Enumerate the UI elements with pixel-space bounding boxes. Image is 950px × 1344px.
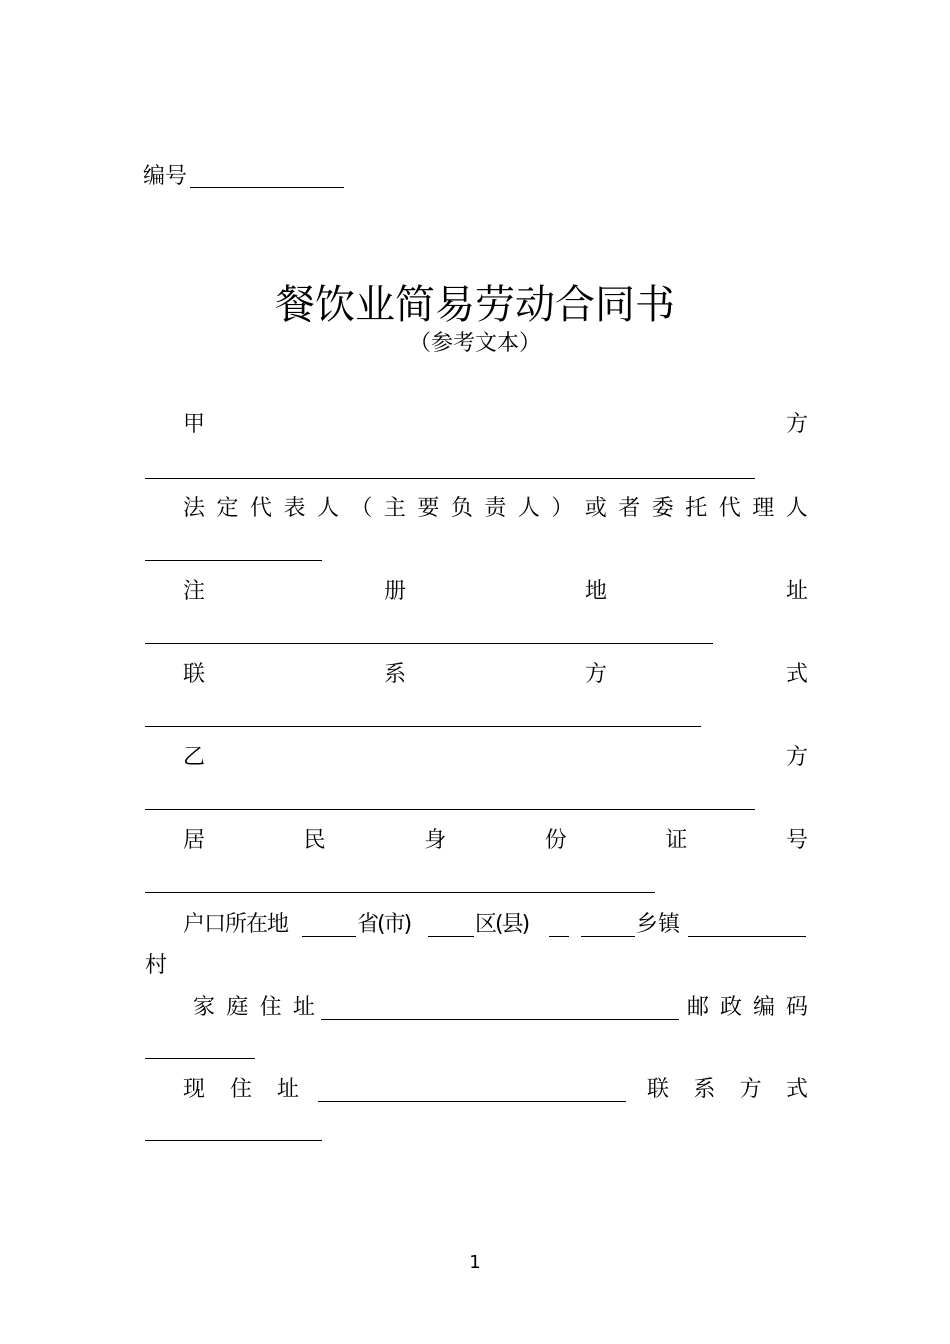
current-address-blank[interactable]: [318, 1101, 626, 1102]
household-district-blank-2[interactable]: [549, 936, 569, 937]
home-address-label: 家 庭 住 址: [193, 995, 315, 1020]
party-b-label: 乙 方: [183, 745, 808, 770]
postal-code-blank[interactable]: [145, 1058, 255, 1059]
household-label: 户口所在地: [183, 912, 289, 937]
id-number-blank[interactable]: [145, 892, 655, 893]
postal-code-label: 邮 政 编 码: [687, 995, 808, 1020]
id-number-label: 居 民 身 份 证 号: [183, 828, 808, 853]
household-village-blank[interactable]: [688, 936, 806, 937]
doc-number-label: 编号: [143, 164, 188, 189]
contact-a-blank[interactable]: [145, 726, 701, 727]
party-b-blank[interactable]: [145, 809, 755, 810]
party-a-label: 甲 方: [183, 412, 808, 437]
page-title: 餐饮业简易劳动合同书: [275, 282, 675, 328]
household-village-label: 村: [145, 953, 168, 978]
household-district-label: 区(县): [475, 912, 529, 937]
household-township-blank[interactable]: [581, 936, 635, 937]
household-township-label: 乡镇: [636, 912, 681, 937]
home-address-blank[interactable]: [321, 1019, 679, 1020]
contact-b-label: 联 系 方 式: [647, 1077, 808, 1102]
doc-number-blank[interactable]: [190, 187, 344, 188]
current-address-label: 现 住 址: [183, 1077, 299, 1102]
contact-a-label: 联 系 方 式: [183, 662, 808, 687]
legal-rep-label: 法 定 代 表 人 （ 主 要 负 责 人 ） 或 者 委 托 代 理 人: [183, 496, 808, 521]
reg-address-label: 注 册 地 址: [183, 579, 808, 604]
legal-rep-blank[interactable]: [145, 560, 322, 561]
contact-b-blank[interactable]: [145, 1140, 322, 1141]
reg-address-blank[interactable]: [145, 643, 713, 644]
household-district-blank[interactable]: [428, 936, 474, 937]
party-a-blank[interactable]: [145, 478, 755, 479]
page-subtitle: （参考文本）: [408, 331, 541, 356]
household-province-blank[interactable]: [302, 936, 356, 937]
household-province-label: 省(市): [357, 912, 411, 937]
page-number: 1: [469, 1252, 481, 1273]
